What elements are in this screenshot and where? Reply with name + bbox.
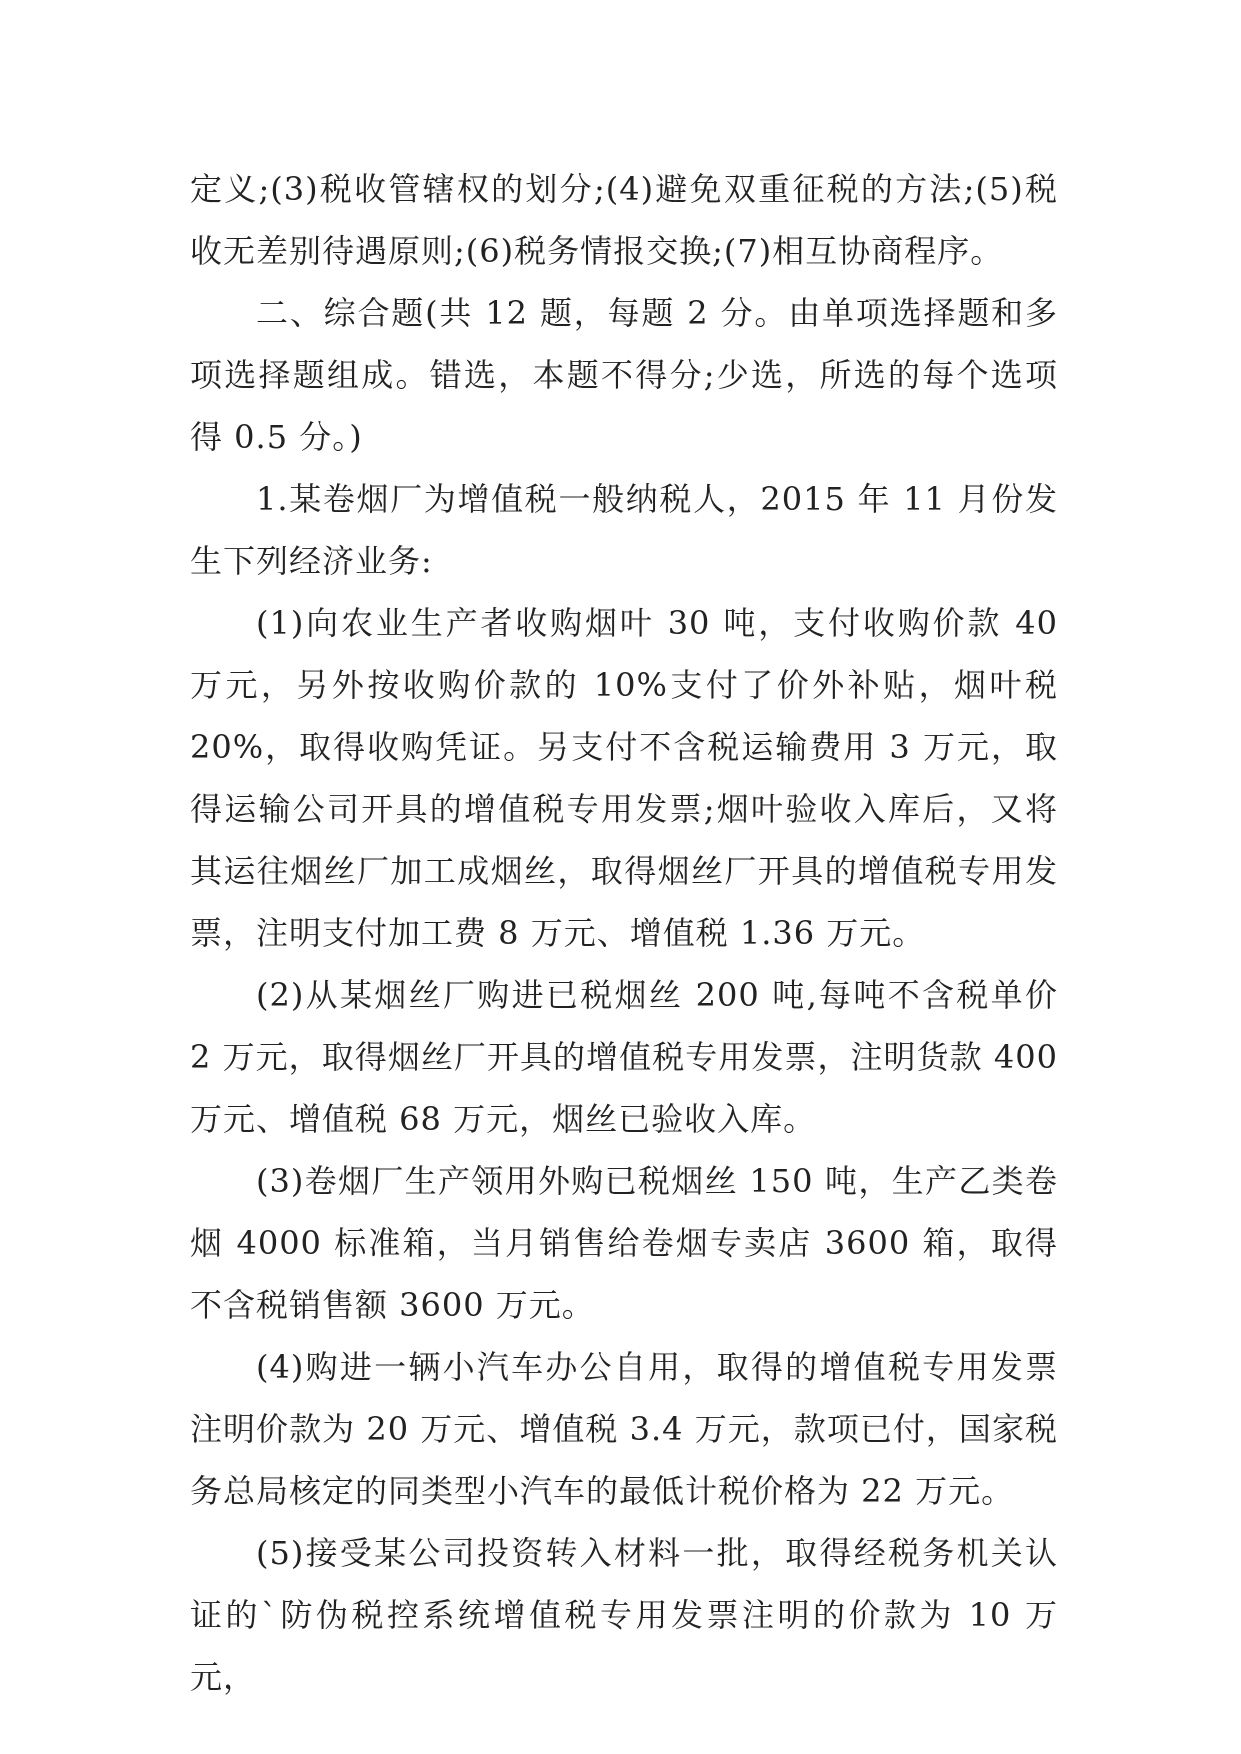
- paragraph-item-4: (4)购进一辆小汽车办公自用，取得的增值税专用发票注明价款为 20 万元、增值税 3.4 万元，款项已付，国家税务总局核定的同类型小汽车的最低计税价格为 22 万元。: [190, 1348, 1058, 1510]
- paragraph-section-heading: 二、综合题(共 12 题，每题 2 分。由单项选择题和多项选择题组成。错选，本题不得分;少选，所选的每个选项得 0.5 分。): [190, 294, 1058, 456]
- paragraph-definitions-continued: 定义;(3)税收管辖权的划分;(4)避免双重征税的方法;(5)税收无差别待遇原则;(6)税务情报交换;(7)相互协商程序。: [190, 170, 1058, 270]
- document-body: [190, 158, 1058, 1708]
- paragraph-item-1: (1)向农业生产者收购烟叶 30 吨，支付收购价款 40 万元，另外按收购价款的 10%支付了价外补贴，烟叶税 20%，取得收购凭证。另支付不含税运输费用 3 万元，取得运输公司开具的增值税专用发票;烟叶验收入库后，又将其运往烟丝厂加工成烟丝，取得烟丝厂开具的增值税专用发票，注明支付加工费 8 万元、增值税 1.36 万元。: [190, 604, 1058, 952]
- paragraph-item-2: (2)从某烟丝厂购进已税烟丝 200 吨,每吨不含税单价 2 万元，取得烟丝厂开具的增值税专用发票，注明货款 400 万元、增值税 68 万元，烟丝已验收入库。: [190, 976, 1058, 1138]
- paragraph-item-3: (3)卷烟厂生产领用外购已税烟丝 150 吨，生产乙类卷烟 4000 标准箱，当月销售给卷烟专卖店 3600 箱，取得不含税销售额 3600 万元。: [190, 1162, 1058, 1324]
- paragraph-question-1-intro: 1.某卷烟厂为增值税一般纳税人，2015 年 11 月份发生下列经济业务:: [190, 480, 1058, 580]
- paragraph-item-5: (5)接受某公司投资转入材料一批，取得经税务机关认证的`防伪税控系统增值税专用发票注明的价款为 10 万元，: [190, 1534, 1058, 1696]
